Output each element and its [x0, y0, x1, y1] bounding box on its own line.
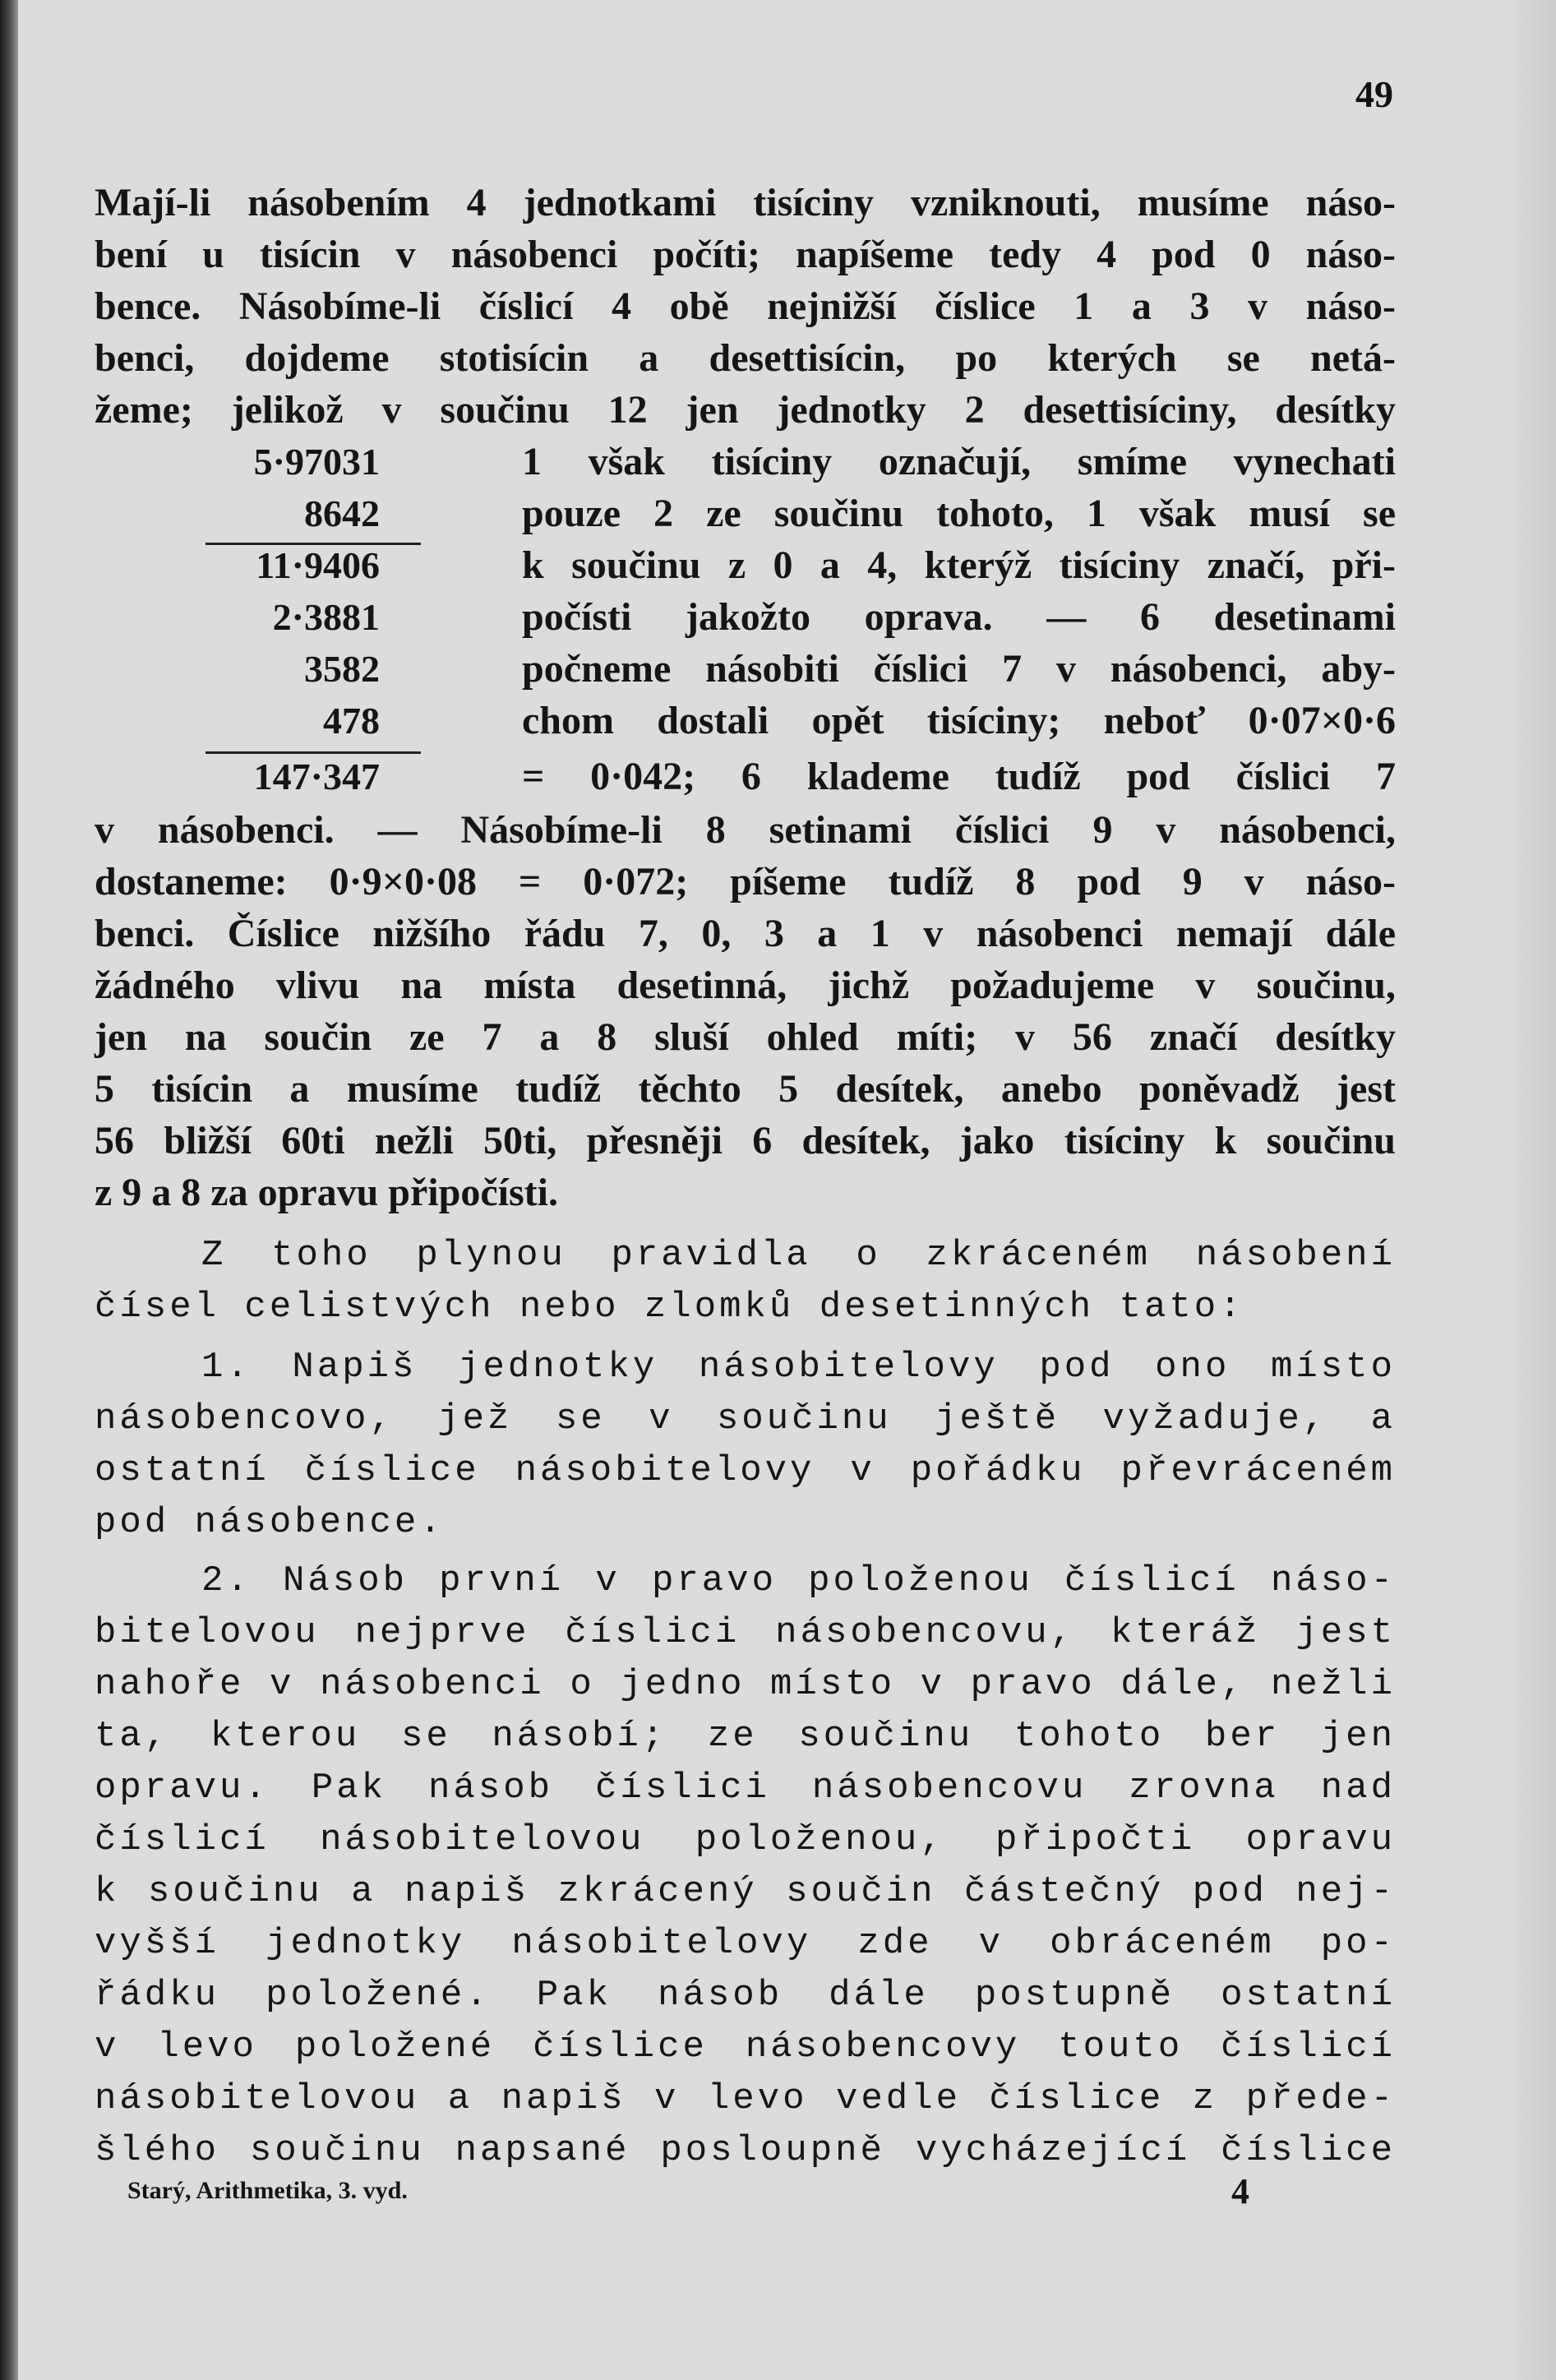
calculation-row: 11·9406 — [256, 544, 380, 586]
text-line: číslicí násobitelovou položenou, připočti opravu — [95, 1819, 1396, 1860]
text-line: ostatní číslice násobitelovy v pořádku převráceném — [95, 1450, 1396, 1491]
book-binding-edge — [0, 0, 18, 2380]
text-line: benci, dojdeme stotisícin a desettisícin, po kterých se netá- — [95, 336, 1396, 380]
calculation-row: 8642 — [304, 492, 380, 534]
text-line: 56 bližší 60ti nežli 50ti, přesněji 6 desítek, jako tisíciny k součinu — [95, 1119, 1396, 1162]
text-line: k součinu z 0 a 4, kterýž tisíciny značí, při- — [522, 543, 1396, 587]
text-line: počneme násobiti číslici 7 v násobenci, aby- — [522, 647, 1396, 691]
calculation-row: 3582 — [304, 648, 380, 690]
text-line: vyšší jednotky násobitelovy zde v obráceném po- — [95, 1923, 1396, 1964]
text-line: k součinu a napiš zkrácený součin částečný pod nej- — [95, 1871, 1396, 1912]
footer-sheet-number: 4 — [1231, 2171, 1249, 2211]
text-line: dostaneme: 0·9×0·08 = 0·072; píšeme tudíž 8 pod 9 v náso- — [95, 860, 1396, 903]
text-line: 5 tisícin a musíme tudíž těchto 5 desítek, anebo poněvadž jest — [95, 1067, 1396, 1111]
text-line: = 0·042; 6 klademe tudíž pod číslici 7 — [522, 755, 1396, 798]
text-line: Mají-li násobením 4 jednotkami tisíciny vzniknouti, musíme náso- — [95, 181, 1396, 224]
text-line: násobitelovou a napiš v levo vedle číslice z přede- — [95, 2078, 1396, 2119]
text-line: 1. Napiš jednotky násobitelovy pod ono místo — [201, 1347, 1396, 1388]
text-line: benci. Číslice nižšího řádu 7, 0, 3 a 1 v násobenci nemají dále — [95, 912, 1396, 955]
text-line: žádného vlivu na místa desetinná, jichž požadujeme v součinu, — [95, 964, 1396, 1007]
text-line: žeme; jelikož v součinu 12 jen jednotky 2 desettisíciny, desítky — [95, 388, 1396, 432]
text-line: počísti jakožto oprava. — 6 desetinami — [522, 595, 1396, 639]
text-line: násobencovo, jež se v součinu ještě vyžaduje, a — [95, 1398, 1396, 1440]
calculation-row: 478 — [323, 700, 380, 742]
text-line: pod násobence. — [95, 1502, 445, 1543]
text-line: řádku položené. Pak násob dále postupně ostatní — [95, 1975, 1396, 2016]
text-line: opravu. Pak násob číslici násobencovu zrovna nad — [95, 1768, 1396, 1809]
text-line: pouze 2 ze součinu tohoto, 1 však musí se — [522, 492, 1396, 535]
footer-signature: Starý, Arithmetika, 3. vyd. — [127, 2177, 408, 2204]
calculation-row: 147·347 — [253, 756, 380, 797]
page-edge-shadow — [1507, 0, 1556, 2380]
text-line: čísel celistvých nebo zlomků desetinných tato: — [95, 1287, 1244, 1328]
text-line: z 9 a 8 za opravu připočísti. — [95, 1171, 558, 1214]
text-line: jen na součin ze 7 a 8 sluší ohled míti; v 56 značí desítky — [95, 1015, 1396, 1059]
text-line: bení u tisícin v násobenci počíti; napíšeme tedy 4 pod 0 náso- — [95, 233, 1396, 276]
text-line: 2. Násob první v pravo položenou číslicí náso- — [201, 1560, 1396, 1601]
calculation-row: 2·3881 — [272, 596, 380, 638]
text-line: šlého součinu napsané posloupně vycházející číslice — [95, 2130, 1396, 2171]
text-line: Z toho plynou pravidla o zkráceném násobení — [201, 1235, 1396, 1276]
text-line: v levo položené číslice násobencovy touto číslicí — [95, 2026, 1396, 2068]
calculation-row: 5·97031 — [253, 441, 380, 483]
text-line: ta, kterou se násobí; ze součinu tohoto ber jen — [95, 1716, 1396, 1757]
text-line: bence. Násobíme-li číslicí 4 obě nejnižší číslice 1 a 3 v náso- — [95, 284, 1396, 328]
text-line: 1 však tisíciny označují, smíme vynechati — [522, 440, 1396, 483]
page-number: 49 — [1355, 73, 1393, 115]
text-line: chom dostali opět tisíciny; neboť 0·07×0·6 — [522, 699, 1396, 742]
text-line: bitelovou nejprve číslici násobencovu, kteráž jest — [95, 1612, 1396, 1653]
text-line: nahoře v násobenci o jedno místo v pravo dále, nežli — [95, 1664, 1396, 1705]
text-line: v násobenci. — Násobíme-li 8 setinami číslici 9 v násobenci, — [95, 808, 1396, 852]
